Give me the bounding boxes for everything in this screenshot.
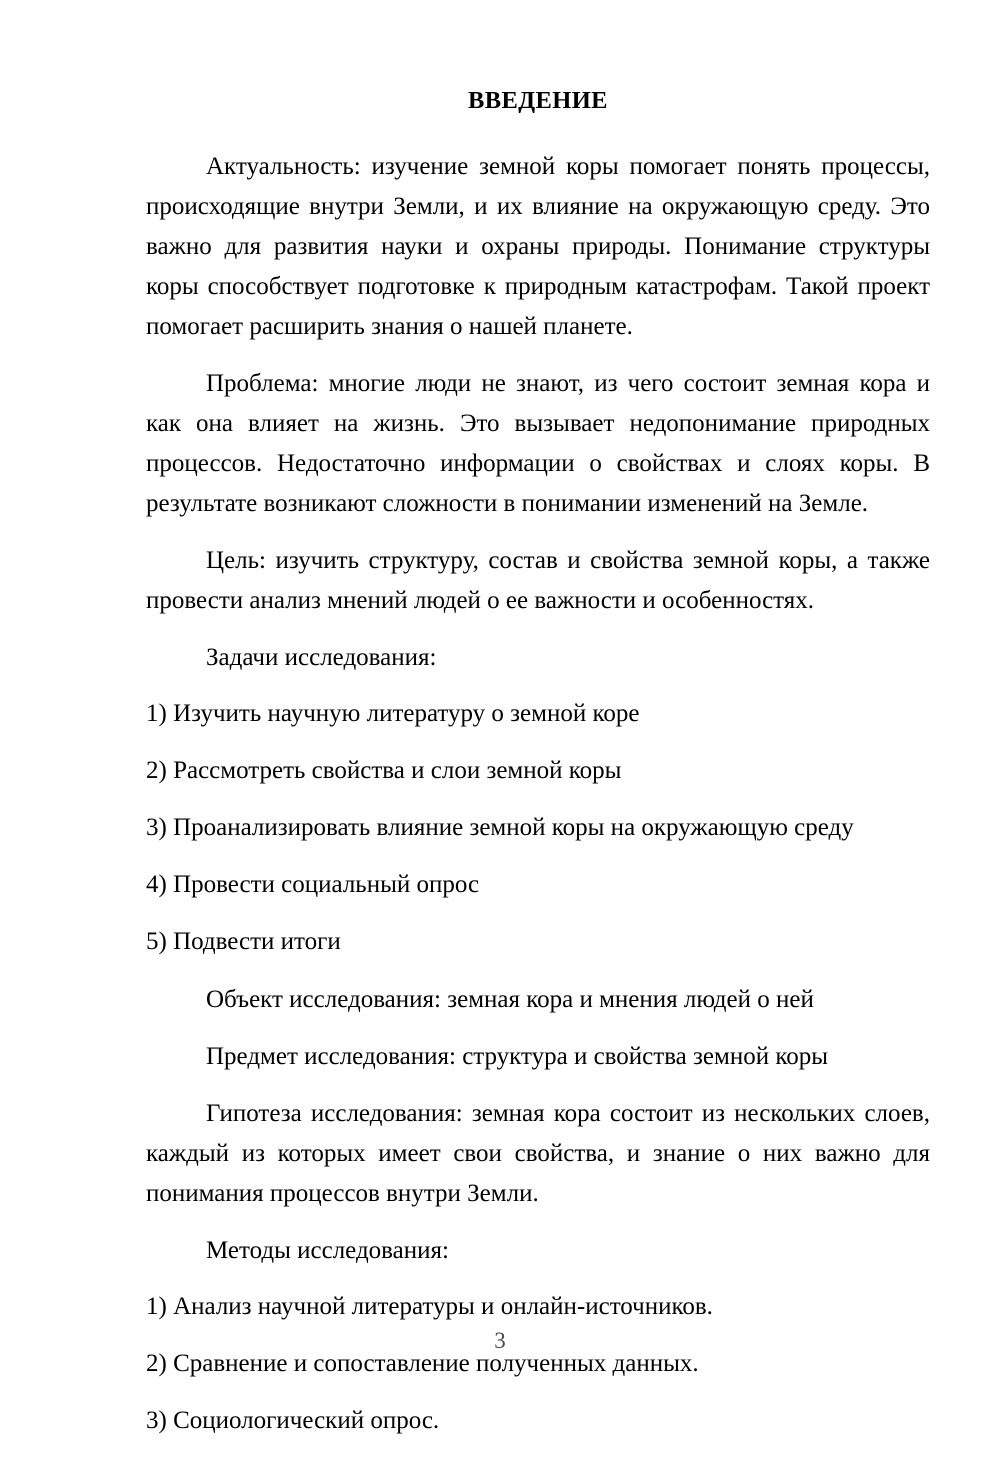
paragraph-problem: Проблема: многие люди не знают, из чего состоит земная кора и как она влияет на жизнь. Это вызывает недопонимание природных процессов. Недостаточно информации о свойствах и слоях коры. В результате возникают сложности в понимании изменений на Земле. [146, 369, 930, 517]
list-item: 2) Сравнение и сопоставление полученных данных. [146, 1349, 699, 1377]
list-item: 2) Рассмотреть свойства и слои земной коры [146, 756, 622, 784]
page-title: ВВЕДЕНИЕ [468, 87, 608, 114]
paragraph-goal: Цель: изучить структуру, состав и свойства земной коры, а также провести анализ мнений людей о ее важности и особенностях. [146, 546, 930, 614]
list-item: 1) Анализ научной литературы и онлайн-источников. [146, 1292, 713, 1320]
paragraph-hypothesis: Гипотеза исследования: земная кора состоит из нескольких слоев, каждый из которых имеет свои свойства, и знание о них важно для понимания процессов внутри Земли. [146, 1099, 930, 1207]
list-item: 5) Подвести итоги [146, 927, 341, 955]
list-item: 3) Проанализировать влияние земной коры на окружающую среду [146, 813, 854, 841]
methods-heading: Методы исследования: [206, 1236, 449, 1264]
list-item: 1) Изучить научную литературу о земной коре [146, 699, 640, 727]
methods-list [146, 1287, 930, 1441]
page-number: 3 [494, 1328, 506, 1353]
list-item: 4) Провести социальный опрос [146, 870, 480, 898]
paragraph-subject: Предмет исследования: структура и свойства земной коры [206, 1042, 828, 1070]
tasks-list [146, 694, 930, 962]
paragraph-relevance: Актуальность: изучение земной коры помогает понять процессы, происходящие внутри Земли, и их влияние на окружающую среду. Это важно для развития науки и охраны природы. Понимание структуры коры способствует подготовке к природным катастрофам. Такой проект помогает расширить знания о нашей планете. [146, 152, 930, 340]
list-item: 3) Социологический опрос. [146, 1406, 440, 1434]
page-content [146, 86, 930, 1457]
tasks-heading: Задачи исследования: [206, 643, 437, 671]
paragraph-object: Объект исследования: земная кора и мнения людей о ней [206, 985, 814, 1013]
